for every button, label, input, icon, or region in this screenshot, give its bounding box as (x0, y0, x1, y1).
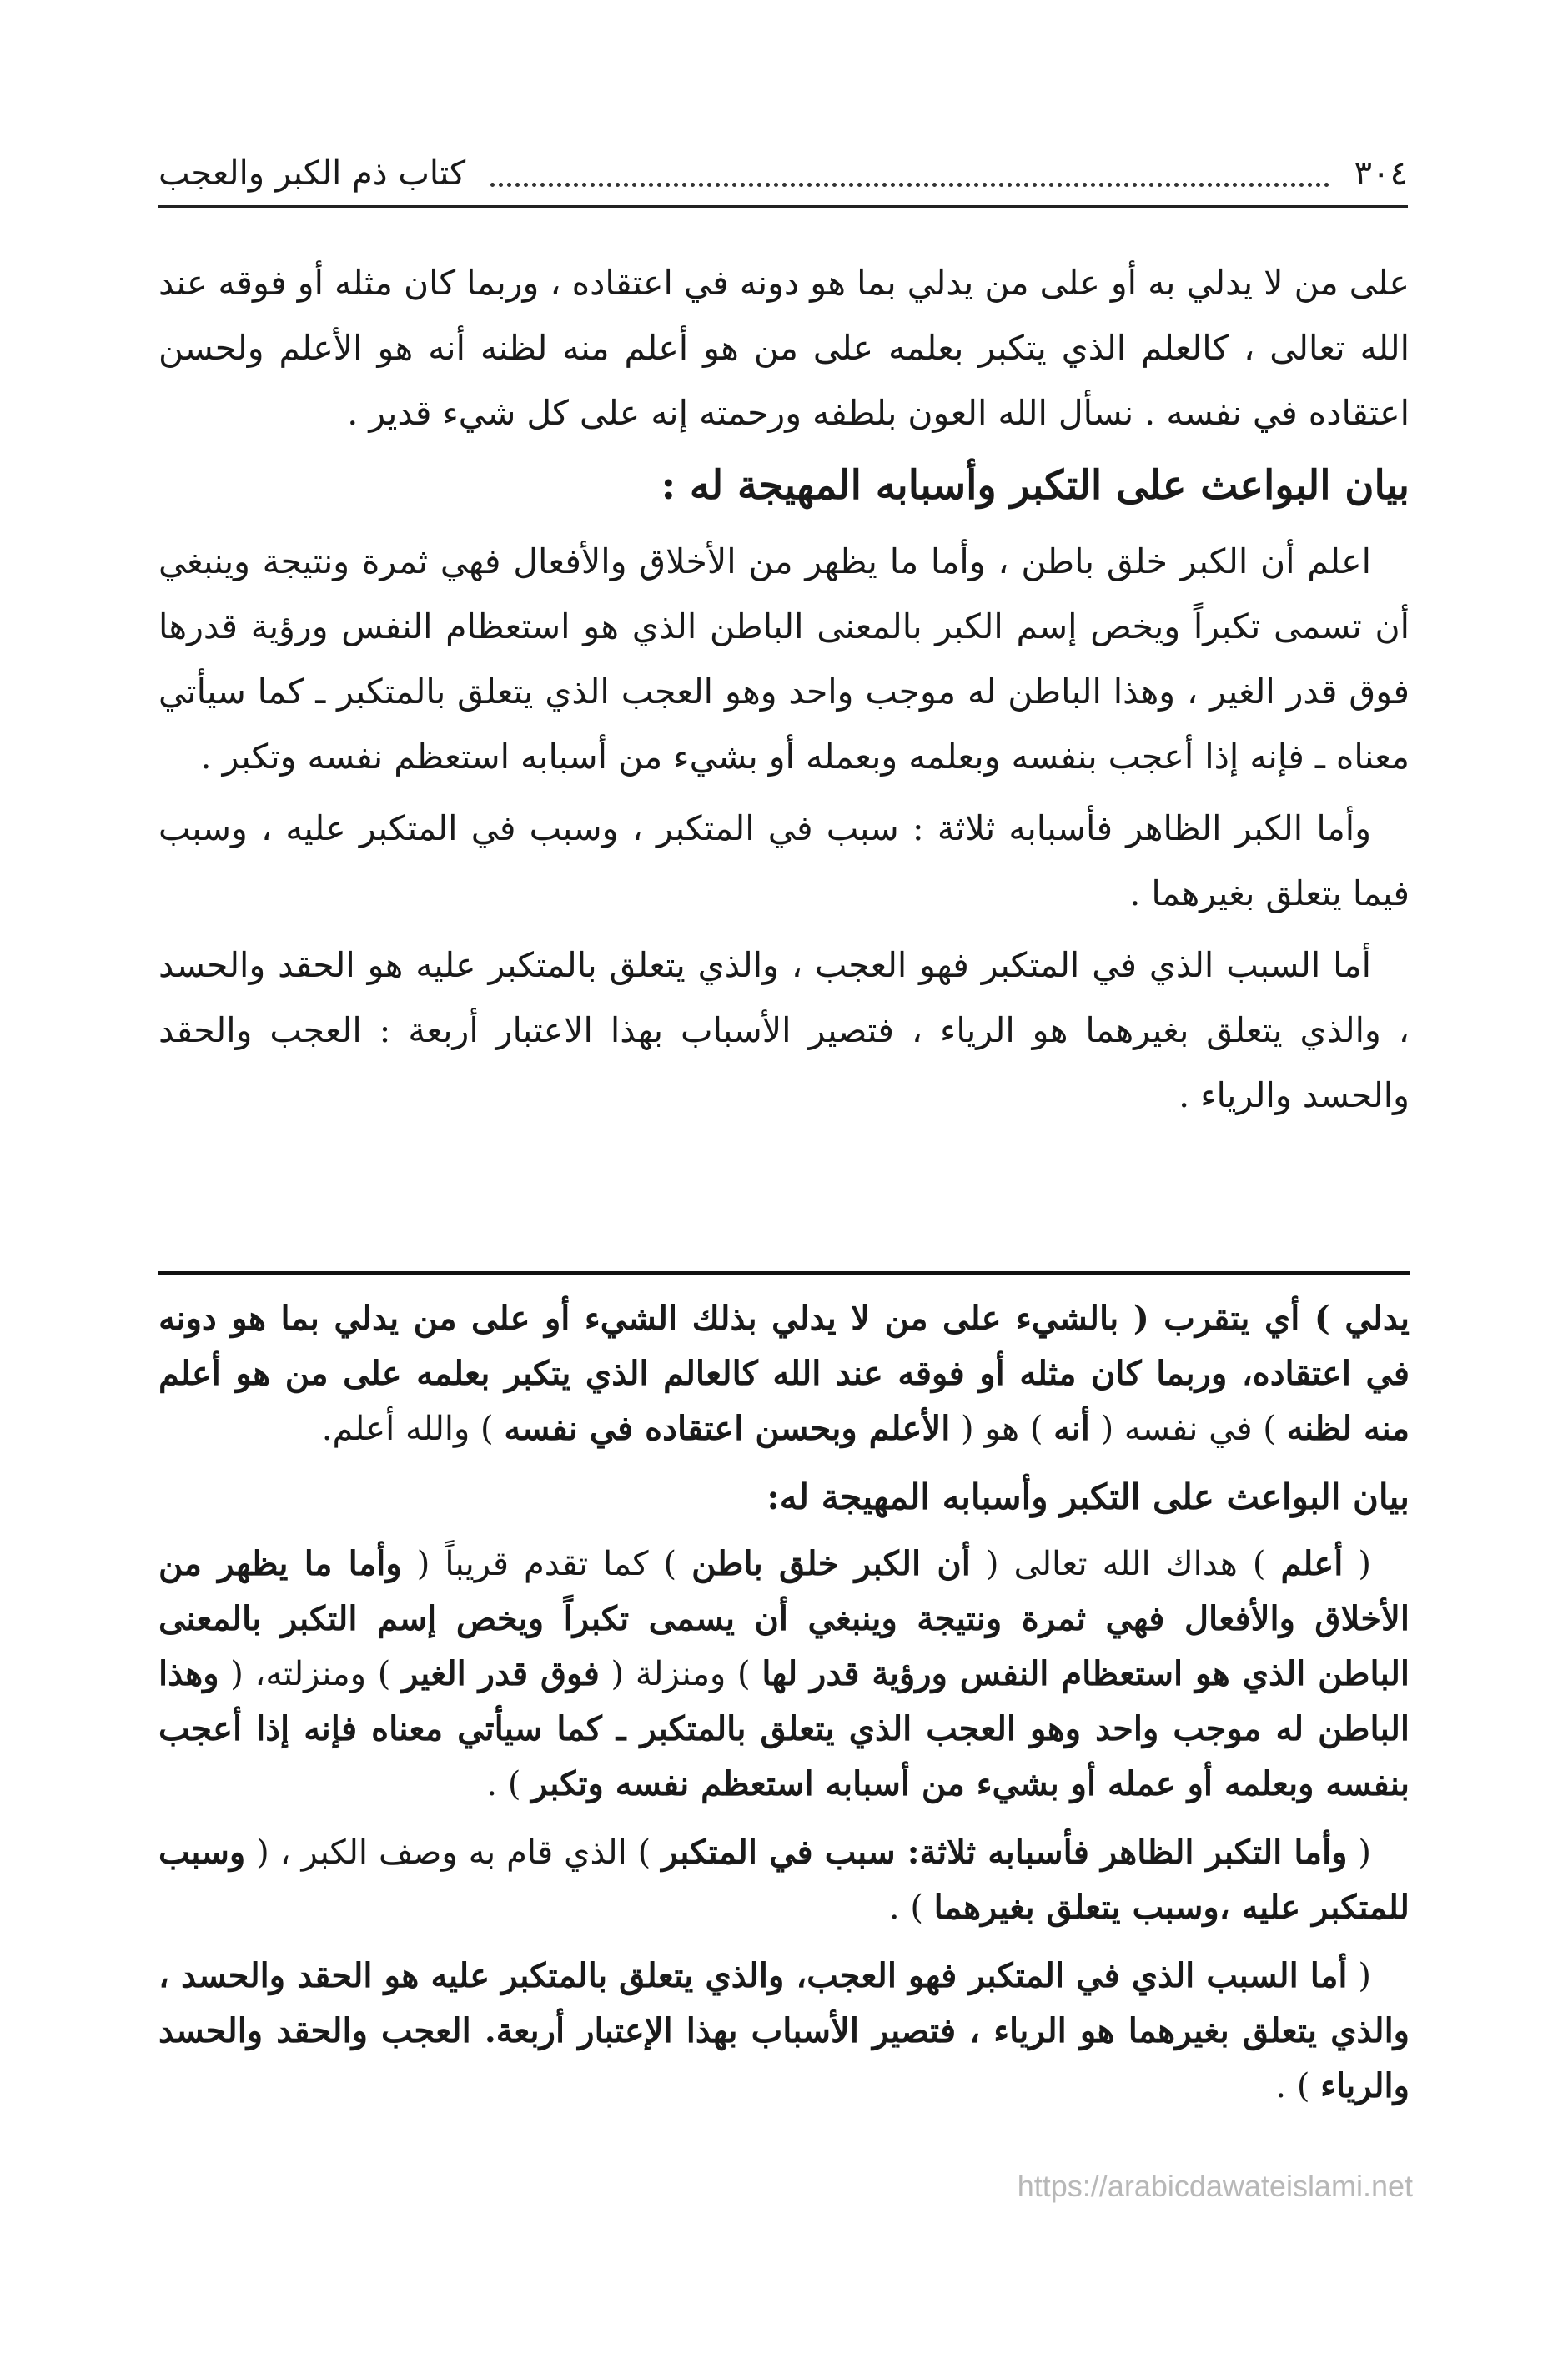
main-section-heading: بيان البواعث على التكبر وأسبابه المهيجة له : (661, 462, 1410, 509)
commentary-2-part-f: وأما ما يظهر من الأخلاق والأفعال فهي ثمرة ونتيجة وينبغي أن يسمى تكبراً ويخص إسم التكبر بالمعنى الباطن الذي هو استعظام النفس ورؤية قدر لها (158, 1544, 1410, 1693)
header-dotted-leader (490, 183, 1329, 187)
commentary-2-part-h: فوق قدر الغير (402, 1654, 600, 1693)
source-watermark: https://arabicdawateislami.net (1017, 2169, 1413, 2203)
main-paragraph-3: وأما الكبر الظاهر فأسبابه ثلاثة : سبب في المتكبر ، وسبب في المتكبر عليه ، وسبب فيما يتعلق بغيرهما . (158, 808, 1410, 913)
commentary-text (158, 1291, 1410, 2127)
main-paragraph-2: اعلم أن الكبر خلق باطن ، وأما ما يظهر من الأخلاق والأفعال فهي ثمرة ونتيجة وينبغي أن تسمى تكبراً ويخص إسم الكبر بالمعنى الباطن الذي هو استعظام النفس ورؤية قدرها فوق قدر الغير ، وهذا الباطن له موجب واحد وهو العجب الذي يتعلق بالمتكبر ـ كما سيأتي معناه ـ فإنه إذا أعجب بنفسه وبعلمه وبعمله أو بشيء من أسبابه استعظم نفسه وتكبر . (158, 541, 1410, 777)
main-text (158, 250, 1410, 1134)
commentary-2-part-k: ) . (486, 1765, 532, 1803)
commentary-paragraph-4 (158, 1949, 1410, 2114)
commentary-1-part-g: ) والله أعلم. (321, 1410, 505, 1448)
commentary-1-part-a: يدلي ) أي يتقرب ( (1118, 1299, 1410, 1338)
commentary-2-part-d: أن الكبر خلق باطن (691, 1544, 971, 1583)
main-paragraph-1: على من لا يدلي به أو على من يدلي بما هو دونه في اعتقاده ، وربما كان مثله أو فوقه عند الله تعالى ، كالعلم الذي يتكبر بعلمه على من هو أعلم منه لظنه أنه هو الأعلم ولحسن اعتقاده في نفسه . نسأل الله العون بلطفه ورحمته إنه على كل شيء قدير . (158, 263, 1410, 433)
header-rule (158, 205, 1408, 208)
commentary-4-part-b: أما السبب الذي في المتكبر فهو العجب، والذي يتعلق بالمتكبر عليه هو الحقد والحسد ، والذي يتعلق بغيرهما هو الرياء ، فتصير الأسباب بهذا الإعتبار أربعة. العجب والحقد والحسد والرياء (158, 1956, 1410, 2105)
commentary-section-heading: بيان البواعث على التكبر وأسبابه المهيجة له: (766, 1476, 1410, 1517)
commentary-2-part-e: ) كما تقدم قريباً ( (401, 1545, 692, 1583)
commentary-2-part-c: ) هداك الله تعالى ( (970, 1545, 1281, 1583)
commentary-2-part-g: ) ومنزلة ( (599, 1655, 762, 1693)
commentary-1-part-d: أنه (1053, 1409, 1090, 1448)
commentary-2-part-j: وهذا الباطن له موجب واحد وهو العجب الذي يتعلق بالمتكبر ـ كما سيأتي معناه فإنه إذا أعجب بنفسه وبعلمه أو عمله أو بشيء من أسبابه استعظم نفسه وتكبر (158, 1654, 1410, 1803)
commentary-3-part-e: ) . (888, 1889, 934, 1927)
commentary-1-part-e: ) هو ( (950, 1410, 1054, 1448)
commentary-paragraph-3 (158, 1825, 1410, 1935)
running-title: كتاب ذم الكبر والعجب (158, 154, 466, 193)
commentary-paragraph-2 (158, 1537, 1410, 1812)
main-paragraph-4: أما السبب الذي في المتكبر فهو العجب ، والذي يتعلق بالمتكبر عليه هو الحقد والحسد ، والذي يتعلق بغيرهما هو الرياء ، فتصير الأسباب بهذا الاعتبار أربعة : العجب والحقد والحسد والرياء . (158, 945, 1410, 1115)
commentary-1-part-b: بالشيء على من لا يدلي بذلك الشيء أو على من يدلي بما هو دونه في اعتقاده، وربما كان مثله أو فوقه عند الله كالعالم الذي يتكبر بعلمه على من هو أعلم منه لظنه (158, 1299, 1410, 1448)
commentary-2-part-b: أعلم (1280, 1544, 1344, 1583)
commentary-3-part-b: وأما التكبر الظاهر فأسبابه ثلاثة: سبب في المتكبر (661, 1833, 1348, 1872)
page-header (158, 140, 1408, 199)
commentary-2-part-a: ( (1343, 1545, 1371, 1583)
commentary-2-part-i: ) ومنزلته، ( (219, 1655, 403, 1693)
commentary-3-part-a: ( (1347, 1833, 1371, 1872)
commentary-separator (158, 1271, 1410, 1275)
commentary-3-part-d: وسبب للمتكبر عليه ،وسبب يتعلق بغيرهما (158, 1833, 1410, 1927)
commentary-1-part-f: الأعلم وبحسن اعتقاده في نفسه (504, 1409, 951, 1448)
commentary-1-part-c: ) في نفسه ( (1089, 1410, 1287, 1448)
commentary-3-part-c: ) الذي قام به وصف الكبر ، ( (245, 1833, 662, 1872)
commentary-4-part-a: ( (1347, 1957, 1372, 1995)
commentary-paragraph-1 (158, 1291, 1410, 1456)
commentary-4-part-c: ) . (1275, 2067, 1321, 2105)
page-number: ٣٠٤ (1354, 154, 1408, 193)
